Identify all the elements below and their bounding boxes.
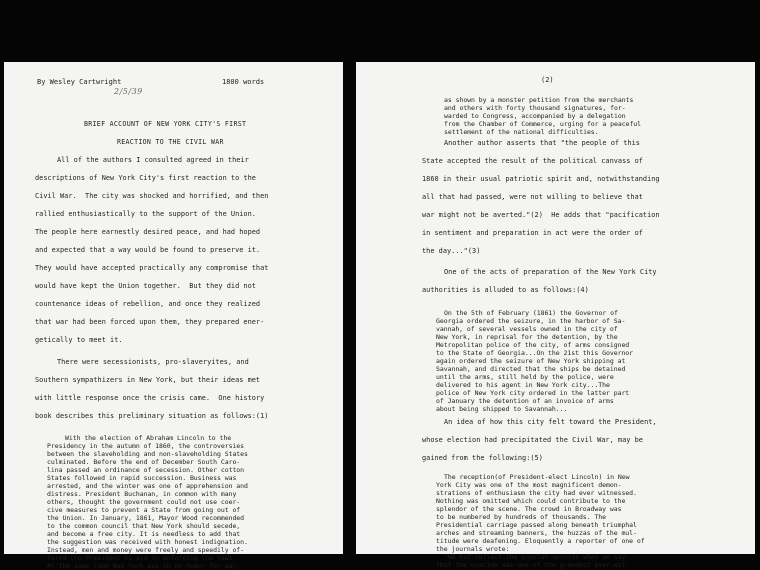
quote-line: arches and streaming banners, the huzzas of the mul- [436, 529, 637, 537]
quote-line: On the 5th of February (1861) the Governor of [444, 309, 618, 317]
byline: By Wesley Cartwright [37, 78, 122, 86]
quote-line: culminated. Before the end of December South Caro- [47, 458, 241, 466]
title-line-2: REACTION TO THE CIVIL WAR [117, 138, 224, 146]
quote-line: splendor of the scene. The crowd in Broadway was [436, 505, 622, 513]
page-number: (2) [541, 76, 554, 84]
quote-line: cive measures to prevent a State from going out of [47, 506, 241, 514]
text-line: with little response once the crisis came. One history [35, 394, 265, 402]
quote-line: vannah, of several vessels owned in the city of [436, 325, 618, 333]
quote-line: warded to Congress, accompanied by a delegation [444, 112, 626, 120]
quote-line: as shown by a monster petition from the merchants [444, 96, 634, 104]
quote-line: the Union. In January, 1861, Mayor Wood recommended [47, 514, 245, 522]
title-line-1: BRIEF ACCOUNT OF NEW YORK CITY'S FIRST [84, 120, 247, 128]
text-line: and expected that a way would be found to preserve it. [35, 246, 261, 254]
quote-line: lina passed an ordinance of secession. Other cotton [47, 466, 245, 474]
text-line: authorities is alluded to as follows:(4) [422, 286, 589, 294]
text-line: Civil War. The city was shocked and horrified, and then [35, 192, 269, 200]
text-line: State accepted the result of the political canvass of [422, 157, 643, 165]
quote-line: settlement of the national difficulties. [444, 128, 599, 136]
text-line: that war had been forced upon them, they prepared ener- [35, 318, 265, 326]
text-line: Southern sympathizers in New York, but their ideas met [35, 376, 261, 384]
manuscript-page-2 [356, 62, 755, 569]
quote-line: from the Chamber of Commerce, urging for a peaceful [444, 120, 642, 128]
quote-line: Nothing was omitted which could contribute to the [436, 497, 626, 505]
text-line: An idea of how this city felt toward the President, [444, 418, 657, 426]
quote-line: to be numbered by hundreds of thousands. The [436, 513, 606, 521]
quote-line: Instead, men and money were freely and speedily of- [47, 546, 245, 554]
text-line: getically to meet it. [35, 336, 123, 344]
quote-line: States followed in rapid succession. Business was [47, 474, 237, 482]
quote-line: arrested, and the winter was one of apprehension and [47, 482, 248, 490]
text-line: The people here earnestly desired peace, and had hoped [35, 228, 261, 236]
quote-line: fered the President to aid in enforcing the laws. [47, 554, 237, 562]
text-line: 1860 in their usual patriotic spirit and, notwithstanding [422, 175, 660, 183]
quote-line: At the same time New York was in no humor for war, [47, 562, 241, 570]
quote-line: Georgia ordered the seizure, in the harbor of Sa- [436, 317, 626, 325]
quote-line: to the common council that New York should secede, [47, 522, 241, 530]
text-line: rallied enthusiastically to the support of the Union. [35, 210, 256, 218]
text-line: countenance ideas of rebellion, and once they realized [35, 300, 261, 308]
quote-line: New York, in reprisal for the detention, by the [436, 333, 618, 341]
text-line: book describes this preliminary situation as follows:(1) [35, 412, 269, 420]
quote-line: the journals wrote: [436, 545, 510, 553]
text-line: Another author asserts that "the people of this [444, 139, 640, 147]
quote-line: police of New York city ordered in the latter part [436, 389, 630, 397]
quote-line: With the election of Abraham Lincoln to the [65, 434, 232, 442]
quote-line: distress. President Buchanan, in common with many [47, 490, 237, 498]
text-line: the day..."(3) [422, 247, 481, 255]
text-line: all that had passed, were not willing to believe that [422, 193, 643, 201]
quote-line: to the State of Georgia...On the 21st this Governor [436, 349, 634, 357]
quote-line: Presidential carriage passed along beneath triumphal [436, 521, 637, 529]
word-count: 1800 words [222, 78, 265, 86]
text-line: There were secessionists, pro-slaveryites, and [57, 358, 249, 366]
text-line: whose election had precipitated the Civil War, may be [422, 436, 643, 444]
text-line: descriptions of New York City's first reaction to the [35, 174, 256, 182]
quote-line: again ordered the seizure of New York shipping at [436, 357, 626, 365]
quote-line: Savannah, and directed that the ships be detained [436, 365, 626, 373]
quote-line: York City was one of the most magnificent demon- [436, 481, 622, 489]
quote-line: until the arms, still held by the police, were [436, 373, 614, 381]
quote-line: the suggestion was received with honest indignation. [47, 538, 248, 546]
quote-line: of January the detention of an invoice of arms [436, 397, 614, 405]
quote-line: Presidency in the autumn of 1860, the controversies [47, 442, 245, 450]
text-line: would have kept the Union together. But they did not [35, 282, 256, 290]
text-line: They would have accepted practically any compromise that [35, 264, 269, 272]
text-line: gained from the following:(5) [422, 454, 543, 462]
quote-line: strations of enthusiasm the city had ever witnessed. [436, 489, 637, 497]
quote-line: titude were deafening. Eloquently a reporter of one of [436, 537, 645, 545]
quote-line: that the ovation was one of the grandest ever wit- [436, 561, 630, 569]
quote-line: between the slaveholding and non-slaveholding States [47, 450, 248, 458]
text-line: in sentiment and preparation in act were the order of [422, 229, 643, 237]
quote-line: and become a free city. It is needless to add that [47, 530, 241, 538]
quote-line: and others with forty thousand signatures, for- [444, 104, 626, 112]
quote-line: Metropolitan police of the city, of arms consigned [436, 341, 630, 349]
text-line: All of the authors I consulted agreed in their [57, 156, 249, 164]
text-line: One of the acts of preparation of the New York City [444, 268, 657, 276]
quote-line: about being shipped to Savannah... [436, 405, 568, 413]
quote-line: "We but reflect the popular opinion when we say [444, 553, 626, 561]
quote-line: The reception(of President-elect Lincoln) in New [444, 473, 630, 481]
text-line: war might not be averted."(2) He adds that "pacification [422, 211, 660, 219]
manuscript-page-1 [4, 62, 343, 570]
handwritten-date: 2/5/39 [114, 87, 143, 96]
quote-line: delivered to his agent in New York city...The [436, 381, 610, 389]
quote-line: others, thought the government could not use coer- [47, 498, 241, 506]
